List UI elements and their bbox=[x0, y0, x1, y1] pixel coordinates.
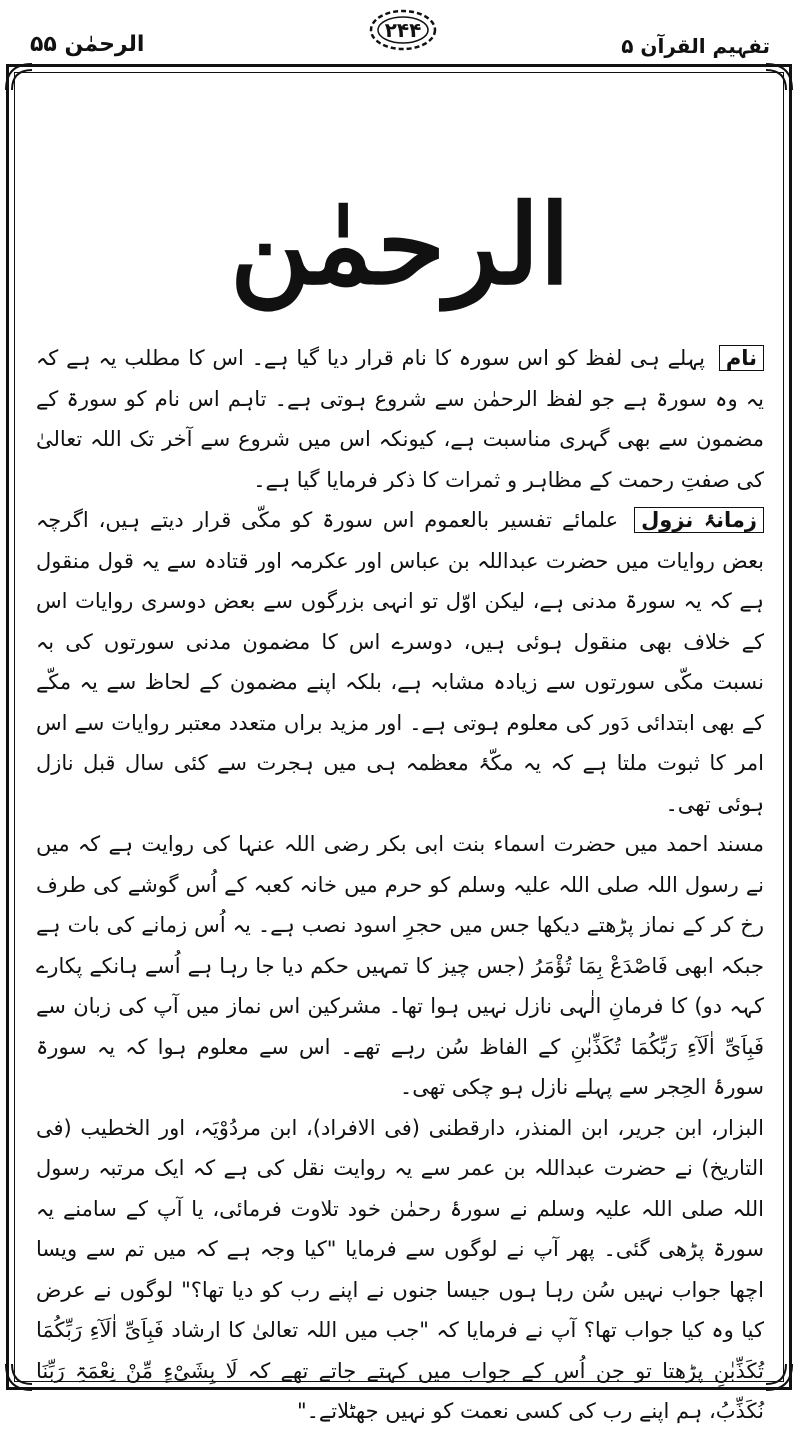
musnad-ahmad-paragraph: مسند احمد میں حضرت اسماء بنت ابی بکر رضی اللہ عنہا کی روایت ہے کہ میں نے رسول اللہ صلی اللہ علیہ وسلم کو حرم میں خانہ کعبہ کے اُس گوشے کی طرف رخ کر کے نماز پڑھتے دیکھا جس میں حجرِ اسود نصب ہے۔ یہ اُس زمانے کی بات ہے جبکہ ابھی فَاصْدَعْ بِمَا تُؤْمَرُ (جس چیز کا تمہیں حکم دیا جا رہا ہے اُسے ہانکے پکارے کہہ دو) کا فرمانِ الٰہی نازل نہیں ہوا تھا۔ مشرکین اس نماز میں آپ کی زبان سے فَبِاَیِّ اٰلَآءِ رَبِّکُمَا تُکَذِّبٰنِ کے الفاظ سُن رہے تھے۔ اس سے معلوم ہوا کہ یہ سورۃ سورۂ الحِجر سے پہلے نازل ہو چکی تھی۔ bbox=[36, 832, 764, 1099]
header-book-title: تفہیم القرآن ۵ bbox=[621, 34, 770, 58]
corner-ornament-icon bbox=[4, 62, 34, 92]
naam-text: پہلے ہی لفظ کو اس سورہ کا نام قرار دیا گیا ہے۔ اس کا مطلب یہ ہے کہ یہ وہ سورۃ ہے جو لفظ الرحمٰن سے شروع ہوتی ہے۔ تاہم اس نام کو سورۃ کے مضمون سے بھی گہری مناسبت ہے، کیونکہ اس میں شروع سے آخر تک اللہ تعالیٰ کی صفتِ رحمت کے مظاہر و ثمرات کا ذکر فرمایا گیا ہے۔ bbox=[36, 346, 764, 492]
corner-ornament-icon bbox=[764, 1362, 794, 1392]
naam-paragraph bbox=[36, 338, 764, 500]
commentary-body bbox=[36, 338, 764, 1432]
zamana-paragraph bbox=[36, 500, 764, 824]
naam-heading: نام bbox=[719, 345, 764, 371]
zamana-text: علمائے تفسیر بالعموم اس سورۃ کو مکّی قرار دیتے ہیں، اگرچہ بعض روایات میں حضرت عبداللہ بن عباس اور عکرمہ اور قتادہ سے یہ قول منقول ہے کہ یہ سورۃ مدنی ہے، لیکن اوّل تو انہی بزرگوں سے بعض دوسری روایات اس کے خلاف بھی منقول ہوئی ہیں، دوسرے اس کا مضمون مدنی سورتوں کی بہ نسبت مکّی سورتوں سے زیادہ مشابہ ہے، بلکہ اپنے مضمون کے لحاظ سے یہ مکّے کے بھی ابتدائی دَور کی معلوم ہوتی ہے۔ اور مزید براں متعدد معتبر روایات سے اس امر کا ثبوت ملتا ہے کہ یہ مکّۂ معظمہ ہی میں ہجرت سے کئی سال قبل نازل ہوئی تھی۔ bbox=[36, 508, 764, 816]
page-number-seal bbox=[368, 8, 438, 52]
corner-ornament-icon bbox=[4, 1362, 34, 1392]
surah-title: الرحمٰن bbox=[229, 180, 571, 309]
header-surah-label: الرحمٰن ۵۵ bbox=[30, 32, 145, 57]
corner-ornament-icon bbox=[764, 62, 794, 92]
zamana-heading: زمانۂ نزول bbox=[634, 507, 764, 533]
page-content bbox=[36, 80, 764, 1423]
bazzar-paragraph: البزار، ابن جریر، ابن المنذر، دارقطنی (فی الافراد)، ابن مردُوْیَہ، اور الخطیب (فی التاریخ) نے حضرت عبداللہ بن عمر سے یہ روایت نقل کی ہے کہ ایک مرتبہ رسول اللہ صلی اللہ علیہ وسلم نے سورۂ رحمٰن خود تلاوت فرمائی، یا آپ کے سامنے یہ سورۃ پڑھی گئی۔ پھر آپ نے لوگوں سے فرمایا "کیا وجہ ہے کہ میں تم سے ویسا اچھا جواب نہیں سُن رہا ہوں جیسا جنوں نے اپنے رب کو دیا تھا؟" لوگوں نے عرض کیا وہ کیا جواب تھا؟ آپ نے فرمایا کہ "جب میں اللہ تعالیٰ کا ارشاد فَبِاَیِّ اٰلَآءِ رَبِّکُمَا تُکَذِّبٰنِ پڑھتا تو جن اُس کے جواب میں کہتے جاتے تھے کہ لَا بِشَیْءٍ مِّنْ نِعْمَۃِ رَبِّنَا نُکَذِّبُ، ہم اپنے رب کی کسی نعمت کو نہیں جھٹلاتے۔" bbox=[36, 1115, 764, 1423]
page-number: ۲۴۴ bbox=[384, 18, 422, 42]
